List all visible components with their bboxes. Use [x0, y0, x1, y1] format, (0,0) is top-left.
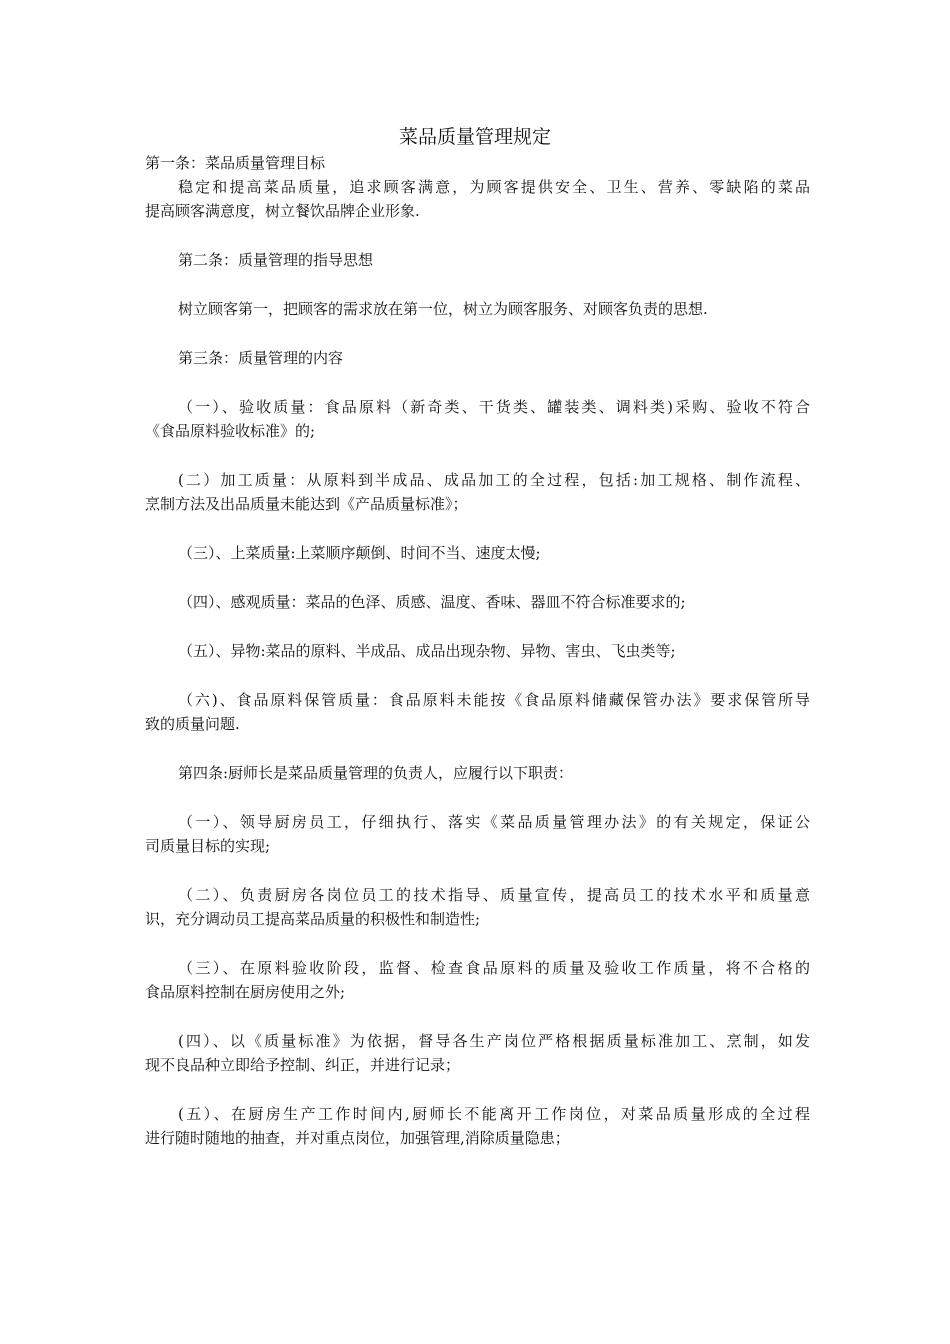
article-1-heading: 第一条：菜品质量管理目标: [145, 154, 326, 172]
paragraph-line: 提高顾客满意度，树立餐饮品牌企业形象.: [145, 202, 420, 220]
paragraph-line: （六)、食品原料保管质量：食品原料未能按《食品原料储藏保管办法》要求保管所导: [178, 691, 810, 709]
paragraph-line: (四）、以《质量标准》为依据，督导各生产岗位严格根据质量标准加工、烹制，如发: [178, 1032, 810, 1050]
paragraph-line: （二）、负责厨房各岗位员工的技术指导、质量宣传，提高员工的技术水平和质量意: [178, 886, 810, 904]
paragraph-line: 《食品原料验收标准》的;: [145, 422, 316, 440]
paragraph-line: 树立顾客第一，把顾客的需求放在第一位，树立为顾客服务、对顾客负责的思想.: [178, 300, 708, 318]
paragraph-line: 司质量目标的实现;: [145, 837, 271, 855]
paragraph-line: 致的质量问题.: [145, 715, 240, 733]
article-2-heading: 第二条：质量管理的指导思想: [178, 251, 374, 269]
paragraph-line: （一）、领导厨房员工，仔细执行、落实《菜品质量管理办法》的有关规定，保证公: [178, 813, 810, 831]
article-3-heading: 第三条：质量管理的内容: [178, 349, 344, 367]
paragraph-line: （五）、异物:菜品的原料、半成品、成品出现杂物、异物、害虫、飞虫类等;: [178, 642, 676, 660]
paragraph-line: （三）、在原料验收阶段，监督、检查食品原料的质量及验收工作质量，将不合格的: [178, 959, 810, 977]
paragraph-line: 现不良品种立即给予控制、纠正，并进行记录；: [145, 1056, 461, 1074]
paragraph-line: (五）、在厨房生产工作时间内,厨师长不能离开工作岗位，对菜品质量形成的全过程: [178, 1105, 810, 1123]
paragraph-line: 识，充分调动员工提高菜品质量的积极性和制造性;: [145, 910, 481, 928]
article-4-heading: 第四条:厨师长是菜品质量管理的负责人，应履行以下职责：: [178, 764, 574, 782]
paragraph-line: 烹制方法及出品质量未能达到《产品质量标准》；: [145, 495, 468, 513]
paragraph-line: (二）加工质量：从原料到半成品、成品加工的全过程，包括:加工规格、制作流程、: [178, 471, 810, 489]
paragraph-line: （三）、上菜质量:上菜顺序颠倒、时间不当、速度太慢;: [178, 544, 541, 562]
paragraph-line: 稳定和提高菜品质量，追求顾客满意，为顾客提供安全、卫生、营养、零缺陷的菜品: [178, 178, 810, 196]
paragraph-line: 进行随时随地的抽查，并对重点岗位，加强管理,消除质量隐患；: [145, 1129, 570, 1147]
paragraph-line: 食品原料控制在厨房使用之外;: [145, 983, 346, 1001]
paragraph-line: （一）、验收质量：食品原料（新奇类、干货类、罐装类、调料类)采购、验收不符合: [178, 398, 810, 416]
paragraph-line: （四）、感观质量：菜品的色泽、质感、温度、香味、器皿不符合标准要求的;: [178, 593, 686, 611]
document-title: 菜品质量管理规定: [398, 126, 551, 148]
